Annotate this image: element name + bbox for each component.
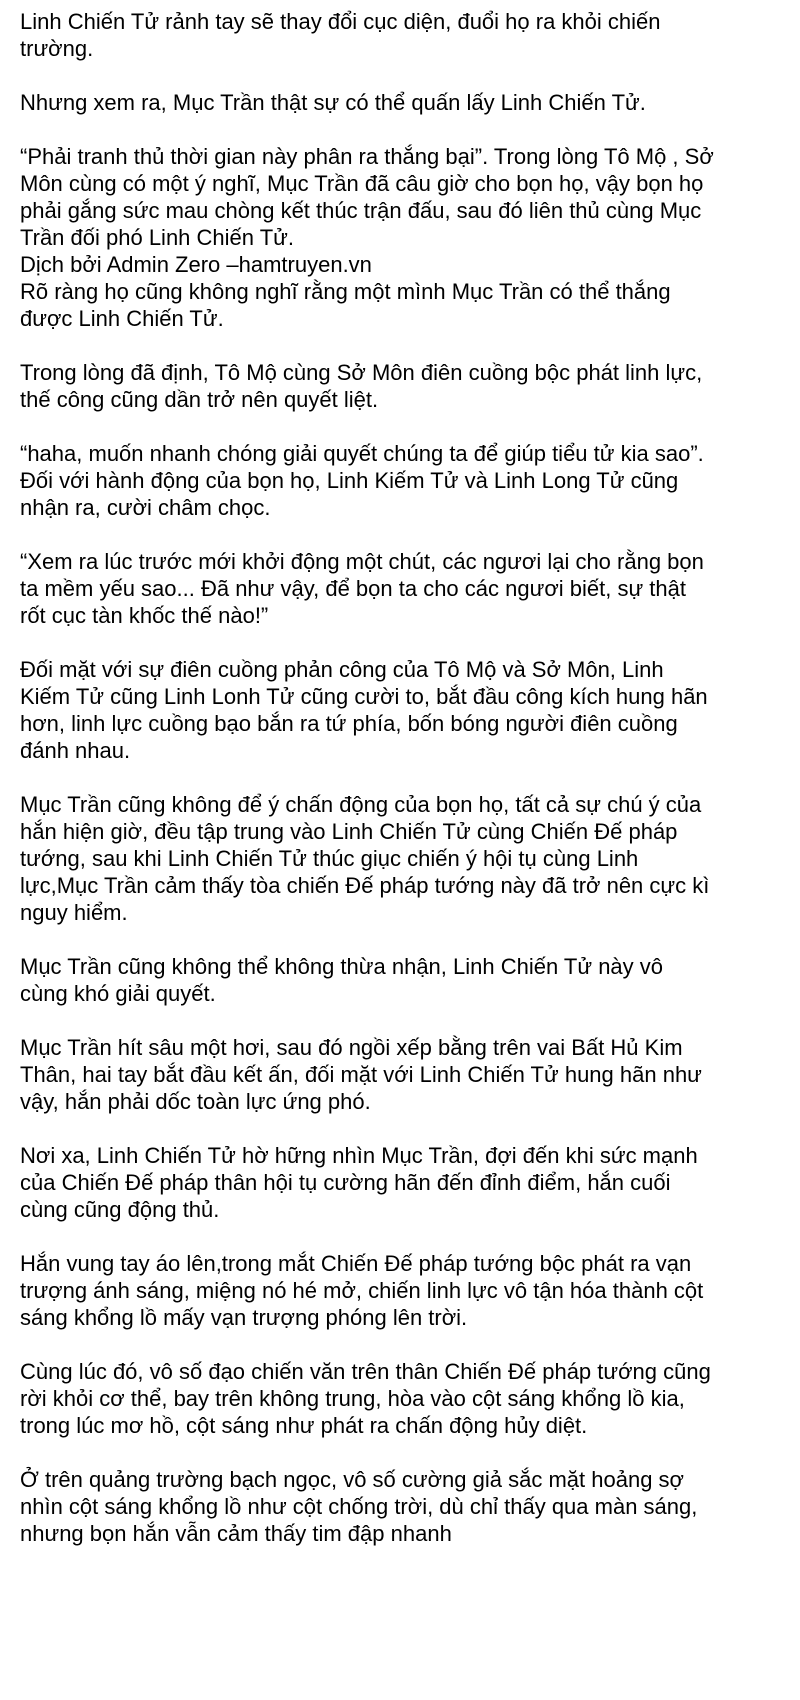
paragraph-8: Mục Trần cũng không để ý chấn động của bọn họ, tất cả sự chú ý của hắn hiện giờ, đều tập trung vào Linh Chiến Tử cùng Chiến Đế pháp tướng, sau khi Linh Chiến Tử thúc giục chiến ý hội tụ cùng Linh lực,Mục Trần cảm thấy tòa chiến Đế pháp tướng này đã trở nên cực kì nguy hiểm. bbox=[20, 792, 710, 925]
paragraph-3: “Phải tranh thủ thời gian này phân ra thắng bại”. Trong lòng Tô Mộ , Sở Môn cùng có một ý nghĩ, Mục Trần đã câu giờ cho bọn họ, vậy bọn họ phải gắng sức mau chòng kết thúc trận đấu, sau đó liên thủ cùng Mục Trần đối phó Linh Chiến Tử. Dịch bởi Admin Zero –hamtruyen.vn Rõ ràng họ cũng không nghĩ rằng một mình Mục Trần có thể thắng được Linh Chiến Tử. bbox=[20, 144, 714, 331]
paragraph-14: Ở trên quảng trường bạch ngọc, vô số cường giả sắc mặt hoảng sợ nhìn cột sáng khổng lồ như cột chống trời, dù chỉ thấy qua màn sáng, nhưng bọn hắn vẫn cảm thấy tim đập nhanh bbox=[20, 1467, 698, 1546]
paragraph-11: Nơi xa, Linh Chiến Tử hờ hững nhìn Mục Trần, đợi đến khi sức mạnh của Chiến Đế pháp thân hội tụ cường hãn đến đỉnh điểm, hắn cuối cùng cũng động thủ. bbox=[20, 1143, 698, 1222]
paragraph-9: Mục Trần cũng không thể không thừa nhận, Linh Chiến Tử này vô cùng khó giải quyết. bbox=[20, 954, 664, 1006]
paragraph-1: Linh Chiến Tử rảnh tay sẽ thay đổi cục diện, đuổi họ ra khỏi chiến trường. bbox=[20, 9, 661, 61]
paragraph-4: Trong lòng đã định, Tô Mộ cùng Sở Môn điên cuồng bộc phát linh lực, thế công cũng dần trở nên quyết liệt. bbox=[20, 360, 703, 412]
paragraph-6: “Xem ra lúc trước mới khởi động một chút, các ngươi lại cho rằng bọn ta mềm yếu sao... Đã như vậy, để bọn ta cho các ngươi biết, sự thật rốt cục tàn khốc thế nào!” bbox=[20, 549, 704, 628]
paragraph-2: Nhưng xem ra, Mục Trần thật sự có thể quấn lấy Linh Chiến Tử. bbox=[20, 90, 646, 115]
paragraph-10: Mục Trần hít sâu một hơi, sau đó ngồi xếp bằng trên vai Bất Hủ Kim Thân, hai tay bắt đầu kết ấn, đối mặt với Linh Chiến Tử hung hãn như vậy, hắn phải dốc toàn lực ứng phó. bbox=[20, 1035, 702, 1114]
paragraph-7: Đối mặt với sự điên cuồng phản công của Tô Mộ và Sở Môn, Linh Kiếm Tử cũng Linh Lonh Tử cũng cười to, bắt đầu công kích hung hãn hơn, linh lực cuồng bạo bắn ra tứ phía, bốn bóng người điên cuồng đánh nhau. bbox=[20, 657, 708, 763]
paragraph-13: Cùng lúc đó, vô số đạo chiến văn trên thân Chiến Đế pháp tướng cũng rời khỏi cơ thể, bay trên không trung, hòa vào cột sáng khổng lồ kia, trong lúc mơ hồ, cột sáng như phát ra chấn động hủy diệt. bbox=[20, 1359, 711, 1438]
paragraph-12: Hắn vung tay áo lên,trong mắt Chiến Đế pháp tướng bộc phát ra vạn trượng ánh sáng, miệng nó hé mở, chiến linh lực vô tận hóa thành cột sáng khổng lồ mấy vạn trượng phóng lên trời. bbox=[20, 1251, 704, 1330]
paragraph-5: “haha, muốn nhanh chóng giải quyết chúng ta để giúp tiểu tử kia sao”. Đối với hành động của bọn họ, Linh Kiếm Tử và Linh Long Tử cũng nhận ra, cười châm chọc. bbox=[20, 441, 704, 520]
